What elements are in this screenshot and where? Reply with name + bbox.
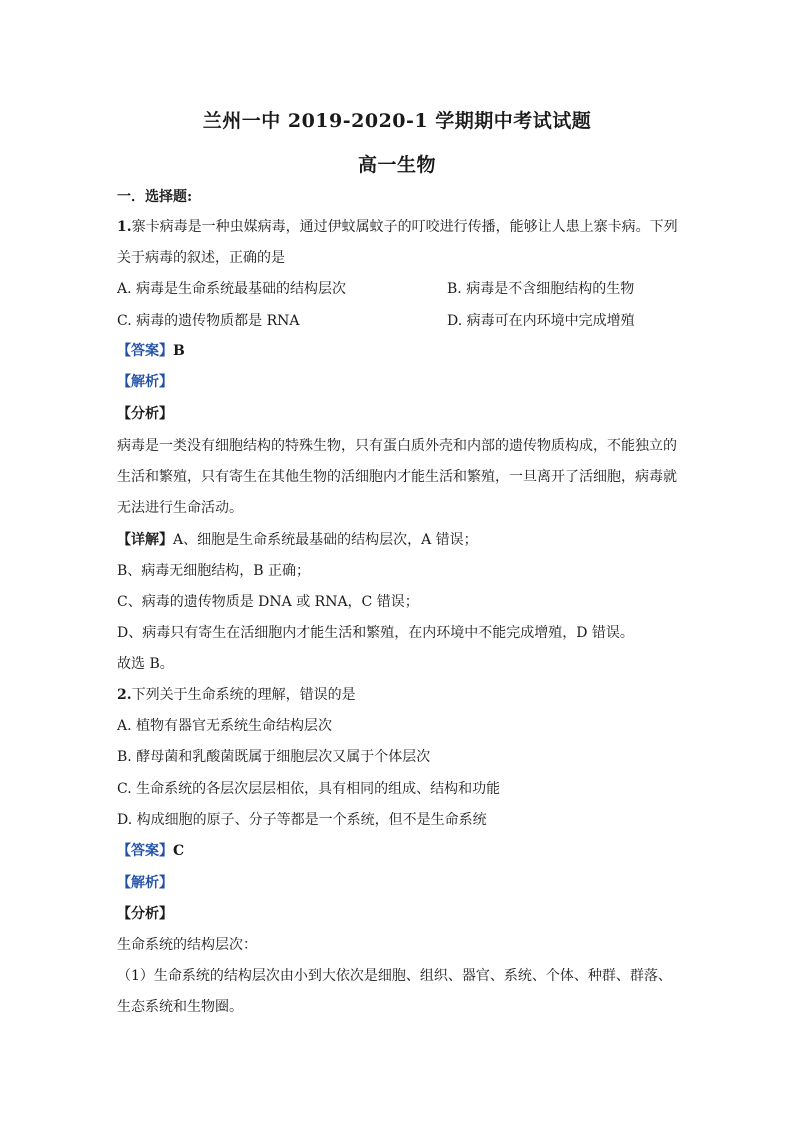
q1-option-a: A. 病毒是生命系统最基础的结构层次 (117, 281, 347, 297)
q1-fenxi-line3: 无法进行生命活动。 (117, 500, 243, 516)
q1-option-b: B. 病毒是不含细胞结构的生物 (447, 281, 635, 297)
q1-answer: 【答案】B (117, 343, 185, 359)
q2-analysis-tag: 【解析】 (117, 875, 173, 891)
q1-option-d: D. 病毒可在内环境中完成增殖 (447, 313, 635, 329)
q1-number: 1. (117, 219, 132, 235)
q1-analysis-tag: 【解析】 (117, 374, 173, 390)
q1-stem-line2: 关于病毒的叙述，正确的是 (117, 250, 285, 266)
q2-fenxi-line1: 生命系统的结构层次： (117, 937, 257, 953)
document-title: 兰州一中 2019-2020-1 学期期中考试试题 (202, 110, 592, 132)
q1-detail-line3: C、病毒的遗传物质是 DNA 或 RNA，C 错误； (117, 594, 419, 610)
q1-detail-line2: B、病毒无细胞结构，B 正确； (117, 563, 311, 579)
q1-option-c: C. 病毒的遗传物质都是 RNA (117, 313, 300, 329)
document-subtitle: 高一生物 (357, 154, 436, 176)
q1-fenxi-line1: 病毒是一类没有细胞结构的特殊生物，只有蛋白质外壳和内部的遗传物质构成，不能独立的 (117, 438, 677, 454)
q1-stem-line1: 1.寨卡病毒是一种虫媒病毒，通过伊蚊属蚊子的叮咬进行传播，能够让人患上寨卡病。下列 (117, 219, 678, 235)
q1-detail-line4: D、病毒只有寄生在活细胞内才能生活和繁殖，在内环境中不能完成增殖，D 错误。 (117, 625, 634, 641)
section-heading: 一．选择题: (117, 189, 193, 205)
q1-fenxi-line2: 生活和繁殖，只有寄生在其他生物的活细胞内才能生活和繁殖，一旦离开了活细胞，病毒就 (117, 469, 677, 485)
q2-fenxi-line2: （1）生命系统的结构层次由小到大依次是细胞、组织、器官、系统、个体、种群、群落、 (117, 968, 672, 984)
q2-fenxi-tag: 【分析】 (117, 906, 173, 922)
q2-option-b: B. 酵母菌和乳酸菌既属于细胞层次又属于个体层次 (117, 749, 431, 765)
q2-option-a: A. 植物有器官无系统生命结构层次 (117, 718, 333, 734)
q2-number: 2. (117, 687, 132, 703)
q2-answer: 【答案】C (117, 843, 185, 859)
q2-option-c: C. 生命系统的各层次层层相依，具有相同的组成、结构和功能 (117, 781, 501, 797)
q1-fenxi-tag: 【分析】 (117, 406, 173, 422)
q2-option-d: D. 构成细胞的原子、分子等都是一个系统，但不是生命系统 (117, 812, 487, 828)
q1-detail-line1: 【详解】A、细胞是生命系统最基础的结构层次，A 错误； (117, 532, 478, 548)
q2-stem: 2.下列关于生命系统的理解，错误的是 (117, 687, 356, 703)
q1-conclusion: 故选 B。 (117, 656, 174, 672)
q2-fenxi-line3: 生态系统和生物圈。 (117, 999, 243, 1015)
